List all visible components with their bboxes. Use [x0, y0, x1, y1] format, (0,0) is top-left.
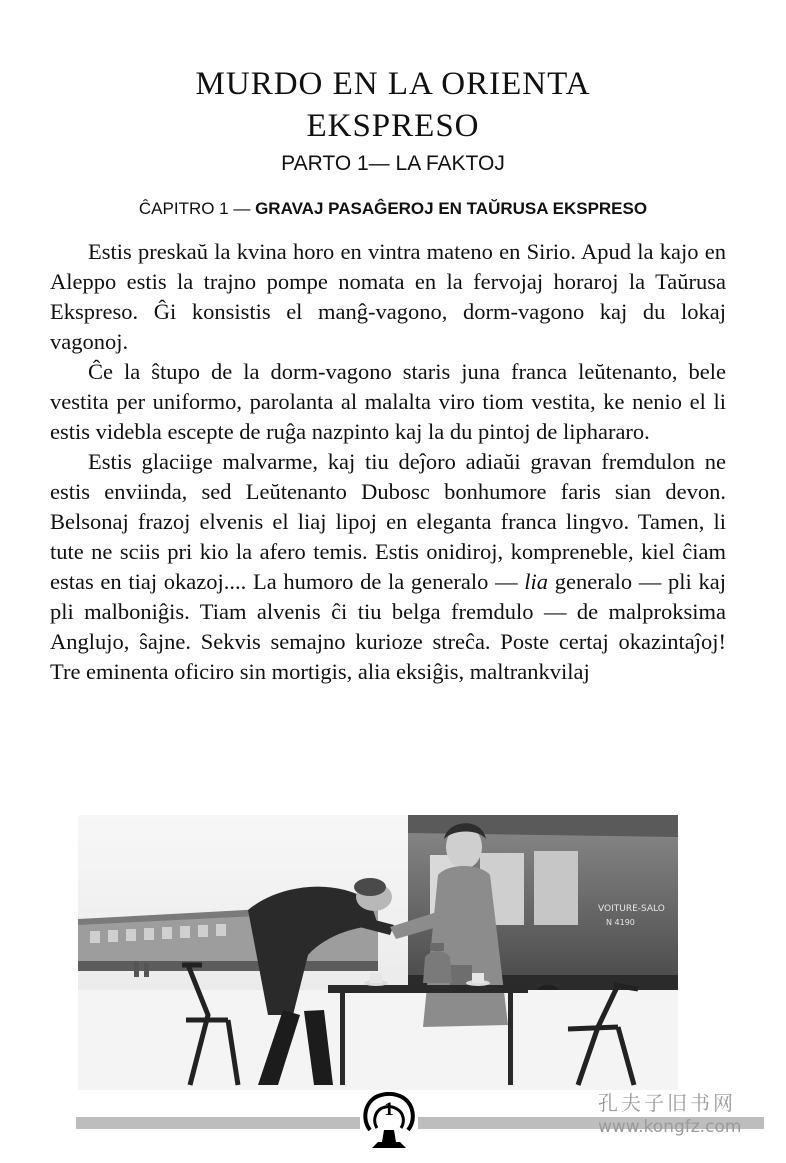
book-title-line-1: MURDO EN LA ORIENTA [195, 66, 591, 102]
paragraph-3-part-a: Estis glaciige malvarme, kaj tiu deĵoro adiaŭi gravan fremdulon ne estis enviinda, sed Leŭtenanto Dubosc bonhumore faris sian devon. Belsonaj frazoj elvenis el liaj lipoj en eleganta franca lingvo. Tamen, li tute ne sciis pri kio la afero temis. Estis onidiroj, kompreneble, kiel ĉiam estas en tiaj okazoj.... La humoro de la generalo — [50, 449, 726, 594]
chapter-number: ĈAPITRO 1 — [138, 199, 256, 218]
part-heading: PARTO 1— LA FAKTOJ [281, 152, 505, 175]
film-still-photo [78, 815, 678, 1090]
chapter-heading [0, 196, 786, 222]
train-sign-line-2: N 4190 [606, 918, 635, 927]
page-number-badge [360, 1092, 418, 1152]
chapter-body [50, 237, 726, 687]
paragraph-1: Estis preskaŭ la kvina horo en vintra mateno en Sirio. Apud la kajo en Aleppo estis la trajno pompe nomata en la fervojaj horaroj la Taŭrusa Ekspreso. Ĝi konsistis el manĝ-vagono, dorm-vagono kaj du lokaj vagonoj. [50, 239, 726, 354]
watermark-chinese: 孔夫子旧书网 [598, 1091, 736, 1115]
watermark-url: www.kongfz.com [598, 1117, 742, 1137]
page-number: 1 [384, 1099, 394, 1120]
train-sign-line-1: VOITURE-SALO [598, 904, 665, 914]
chapter-title: GRAVAJ PASAĜEROJ EN TAŬRUSA EKSPRESO [255, 199, 648, 218]
paragraph-3 [50, 447, 726, 687]
paragraph-3-part-b: generalo — pli kaj pli malboniĝis. Tiam alvenis ĉi tiu belga fremdulo — de malproksima Anglujo, ŝajne. Sekvis semajno kurioze streĉa. Poste certaj okazintaĵoj! Tre eminenta oficiro sin mortigis, alia eksiĝis, maltrankvilaj [50, 569, 726, 684]
paragraph-2: Ĉe la ŝtupo de la dorm-vagono staris juna franca leŭtenanto, bele vestita per uniformo, parolanta al malalta viro tiom vestita, ke nenio el li estis videbla escepte de ruĝa nazpinto kaj la du pintoj de liphararo. [50, 359, 726, 444]
book-title-line-2: EKSPRESO [306, 108, 480, 144]
site-watermark [598, 1090, 768, 1138]
footer-rule-left [76, 1117, 360, 1129]
paragraph-3-emphasis: lia [524, 569, 549, 594]
